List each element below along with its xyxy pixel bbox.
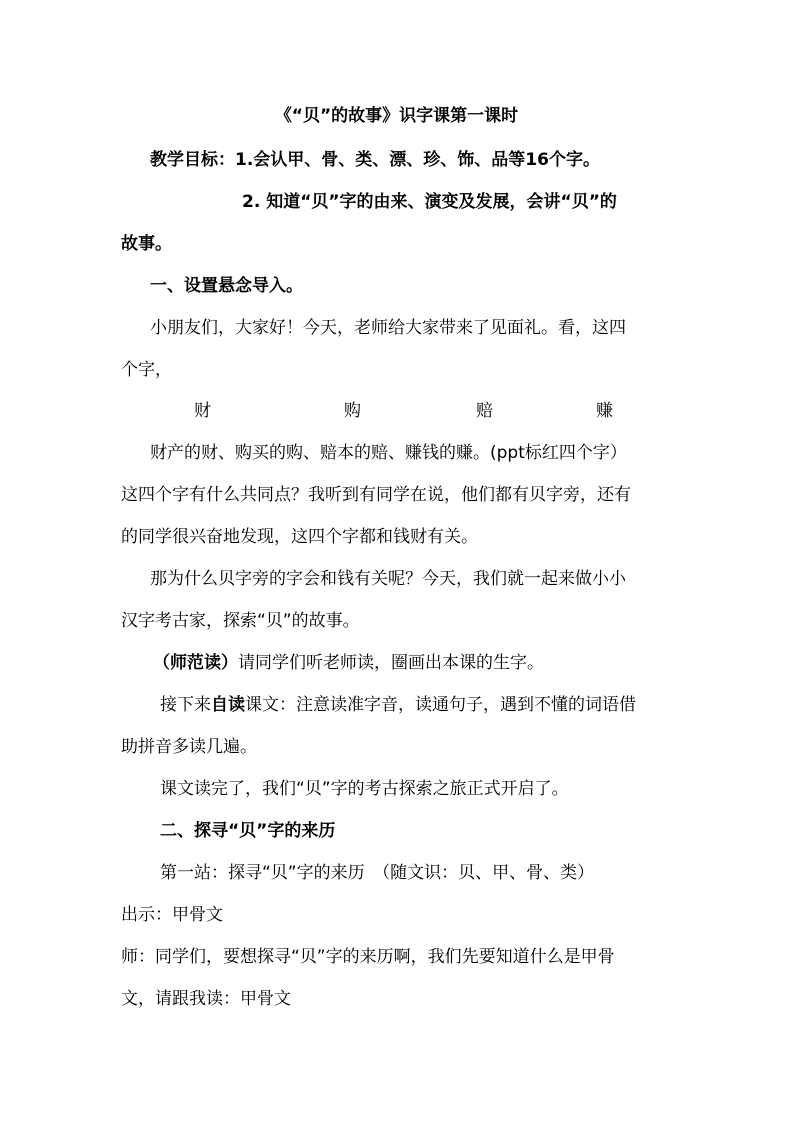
self-reading-label: 自读 xyxy=(211,695,245,715)
section1-p1-line-2: 个字， xyxy=(121,360,172,380)
oracle-bone-term: 甲骨文 xyxy=(240,989,291,1009)
section1-p5-line-2: 助拼音多读几遍。 xyxy=(121,737,257,757)
section1-p2-line-1: 财产的财、购买的购、赔本的赔、赚钱的赚。(ppt标红四个字） xyxy=(150,443,627,463)
section1-p2-line-3: 的同学很兴奋地发现，这四个字都和钱财有关。 xyxy=(121,527,478,547)
self-reading-text: 课文：注意读准字音，读通句子，遇到不懂的词语借 xyxy=(245,695,636,715)
section2-heading: 二、探寻“贝”字的来历 xyxy=(160,821,336,841)
section2-stop1: 第一站：探寻“贝”字的来历 （随文识：贝、甲、骨、类） xyxy=(160,863,595,883)
section1-p4 xyxy=(153,651,544,675)
teacher-reading-label: （师范读） xyxy=(153,653,238,673)
section2-teacher-line-2 xyxy=(121,987,291,1011)
section1-p3-line-1: 那为什么贝字旁的字会和钱有关呢？今天，我们就一起来做小小 xyxy=(150,569,626,589)
section1-p3-line-2: 汉字考古家，探索“贝”的故事。 xyxy=(121,611,360,631)
self-reading-pre: 接下来 xyxy=(160,695,211,715)
objective-item-1: 1.会认甲、骨、类、漂、珍、饰、品等16个字。 xyxy=(235,150,600,170)
objective-item-2-line-2: 故事。 xyxy=(121,234,172,254)
objectives-label: 教学目标： xyxy=(150,150,235,170)
teacher-reading-text: 请同学们听老师读，圈画出本课的生字。 xyxy=(238,653,544,673)
section1-p5-line-1 xyxy=(160,693,636,717)
section1-p1-line-1: 小朋友们，大家好！今天，老师给大家带来了见面礼。看，这四 xyxy=(150,318,626,338)
document-title: 《“贝”的故事》识字课第一课时 xyxy=(274,106,519,126)
section1-heading: 一、设置悬念导入。 xyxy=(150,276,303,296)
objective-item-2-line-1: 2. 知道“贝”字的由来、演变及发展，会讲“贝”的 xyxy=(242,192,617,212)
teacher-instruction: 文，请跟我读： xyxy=(121,989,240,1009)
section2-show: 出示：甲骨文 xyxy=(121,905,223,925)
section1-p6: 课文读完了，我们“贝”字的考古探索之旅正式开启了。 xyxy=(160,779,569,799)
character-gou: 购 xyxy=(344,401,361,421)
objectives-line-1 xyxy=(150,148,600,172)
section1-p2-line-2: 这四个字有什么共同点？我听到有同学在说，他们都有贝字旁，还有 xyxy=(121,485,631,505)
character-cai: 财 xyxy=(194,401,211,421)
character-pei: 赔 xyxy=(476,401,493,421)
character-zhuan: 赚 xyxy=(596,401,613,421)
section2-teacher-line-1: 师：同学们，要想探寻“贝”字的来历啊，我们先要知道什么是甲骨 xyxy=(121,947,615,967)
